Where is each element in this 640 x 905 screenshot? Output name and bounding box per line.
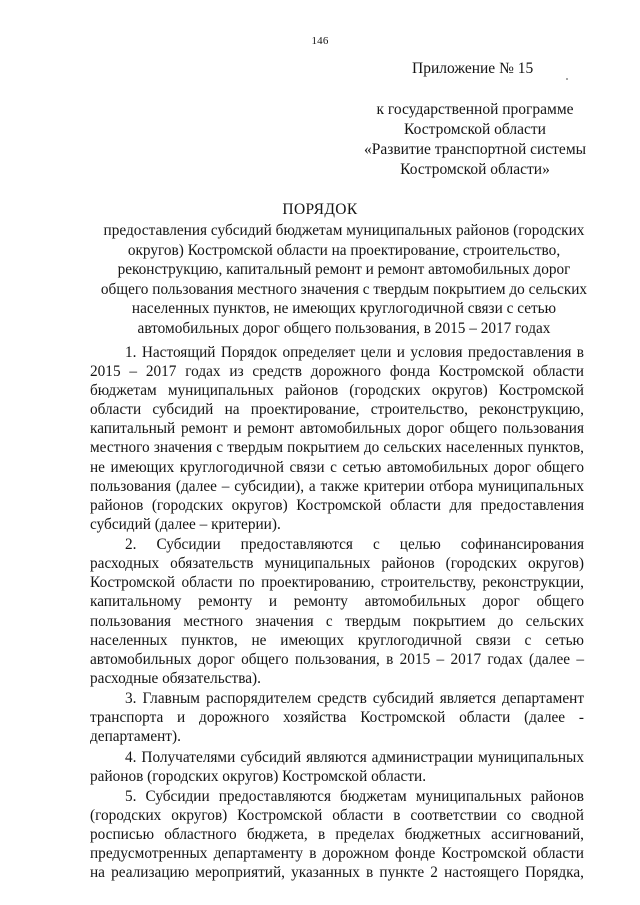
paragraph-2 <box>90 535 584 688</box>
body-line: (городских округов) Костромской области в соответствии со сводной <box>90 807 584 824</box>
body-line: населенных пунктов, не имеющих круглогодичной связи с сетью <box>90 631 584 649</box>
body-line: 4. Получателями субсидий являются администрации муниципальных <box>125 748 584 766</box>
body-line: районов (городских округов) Костромской области для предоставления <box>90 496 584 514</box>
appendix-reference-line: к государственной программе <box>376 101 574 118</box>
body-line: 3. Главным распорядителем средств субсидий является департамент <box>125 690 584 708</box>
subtitle-line: общего пользования местного значения с твердым покрытием до сельских <box>100 280 588 298</box>
body-line: 2. Субсидии предоставляются с целью софинансирования <box>125 536 584 554</box>
body-line: Костромской области по проектированию, строительству, реконструкции, <box>90 574 584 592</box>
subtitle-line: округов) Костромской области на проектирование, строительство, <box>127 241 561 259</box>
body-line: пользования (далее – субсидии), а также критерии отбора муниципальных <box>90 477 584 495</box>
subtitle-line: реконструкцию, капитальный ремонт и ремонт автомобильных дорог <box>117 261 571 279</box>
paragraph-1 <box>90 343 584 534</box>
document-body <box>90 343 584 882</box>
body-line: 5. Субсидии предоставляются бюджетам муниципальных районов <box>125 787 584 805</box>
body-line: капитальный ремонт и ремонт автомобильных дорог общего пользования <box>90 420 584 438</box>
paragraph-3 <box>90 689 584 746</box>
appendix-reference <box>355 100 595 180</box>
subtitle-line: населенных пунктов, не имеющих круглогодичной связи с сетью <box>131 300 557 318</box>
page-number: 146 <box>311 35 329 47</box>
subtitle-line: автомобильных дорог общего пользования, в 2015 – 2017 годах <box>137 319 551 337</box>
body-line: департамент). <box>90 728 181 746</box>
body-line: предусмотренных департаменту в дорожном фонде Костромской области <box>90 845 584 863</box>
scan-speck <box>566 78 568 80</box>
body-line: капитальному ремонту и ремонту автомобильных дорог общего <box>90 593 584 611</box>
body-line: транспорта и дорожного хозяйства Костромской области (далее - <box>90 709 584 727</box>
body-line: на реализацию мероприятий, указанных в пункте 2 настоящего Порядка, <box>90 864 584 882</box>
appendix-label: Приложение № 15 <box>412 60 534 77</box>
paragraph-4 <box>90 748 584 786</box>
appendix-reference-line: «Развитие транспортной системы <box>363 141 587 158</box>
appendix-reference-line: Костромской области» <box>400 161 550 178</box>
body-line: пользования местного значения с твердым покрытием до сельских <box>90 612 584 630</box>
subtitle-line: предоставления субсидий бюджетам муниципальных районов (городских <box>103 222 585 239</box>
body-line: росписью областного бюджета, в пределах бюджетных ассигнований, <box>90 826 584 844</box>
body-line: 2015 – 2017 годах из средств дорожного фонда Костромской области <box>90 363 584 381</box>
body-line: субсидий (далее – критерии). <box>90 515 281 533</box>
body-line: расходные обязательства). <box>90 669 261 687</box>
document-title: ПОРЯДОК <box>282 201 358 218</box>
document-subtitle <box>94 221 594 339</box>
body-line: автомобильных дорог общего пользования, в 2015 – 2017 годах (далее – <box>90 650 584 668</box>
body-line: бюджетам муниципальных районов (городских округов) Костромской <box>90 382 584 400</box>
body-line: местного значения с твердым покрытием до сельских населенных пунктов, <box>90 439 584 457</box>
body-line: расходных обязательств муниципальных районов (городских округов) <box>90 555 584 573</box>
appendix-reference-line: Костромской области <box>404 121 546 138</box>
body-line: не имеющих круглогодичной связи с сетью автомобильных дорог общего <box>90 458 584 476</box>
paragraph-5 <box>90 787 584 882</box>
body-line: области субсидий на проектирование, строительство, реконструкцию, <box>90 401 584 419</box>
body-line: районов (городских округов) Костромской области. <box>90 767 427 785</box>
body-line: 1. Настоящий Порядок определяет цели и условия предоставления в <box>125 344 584 361</box>
